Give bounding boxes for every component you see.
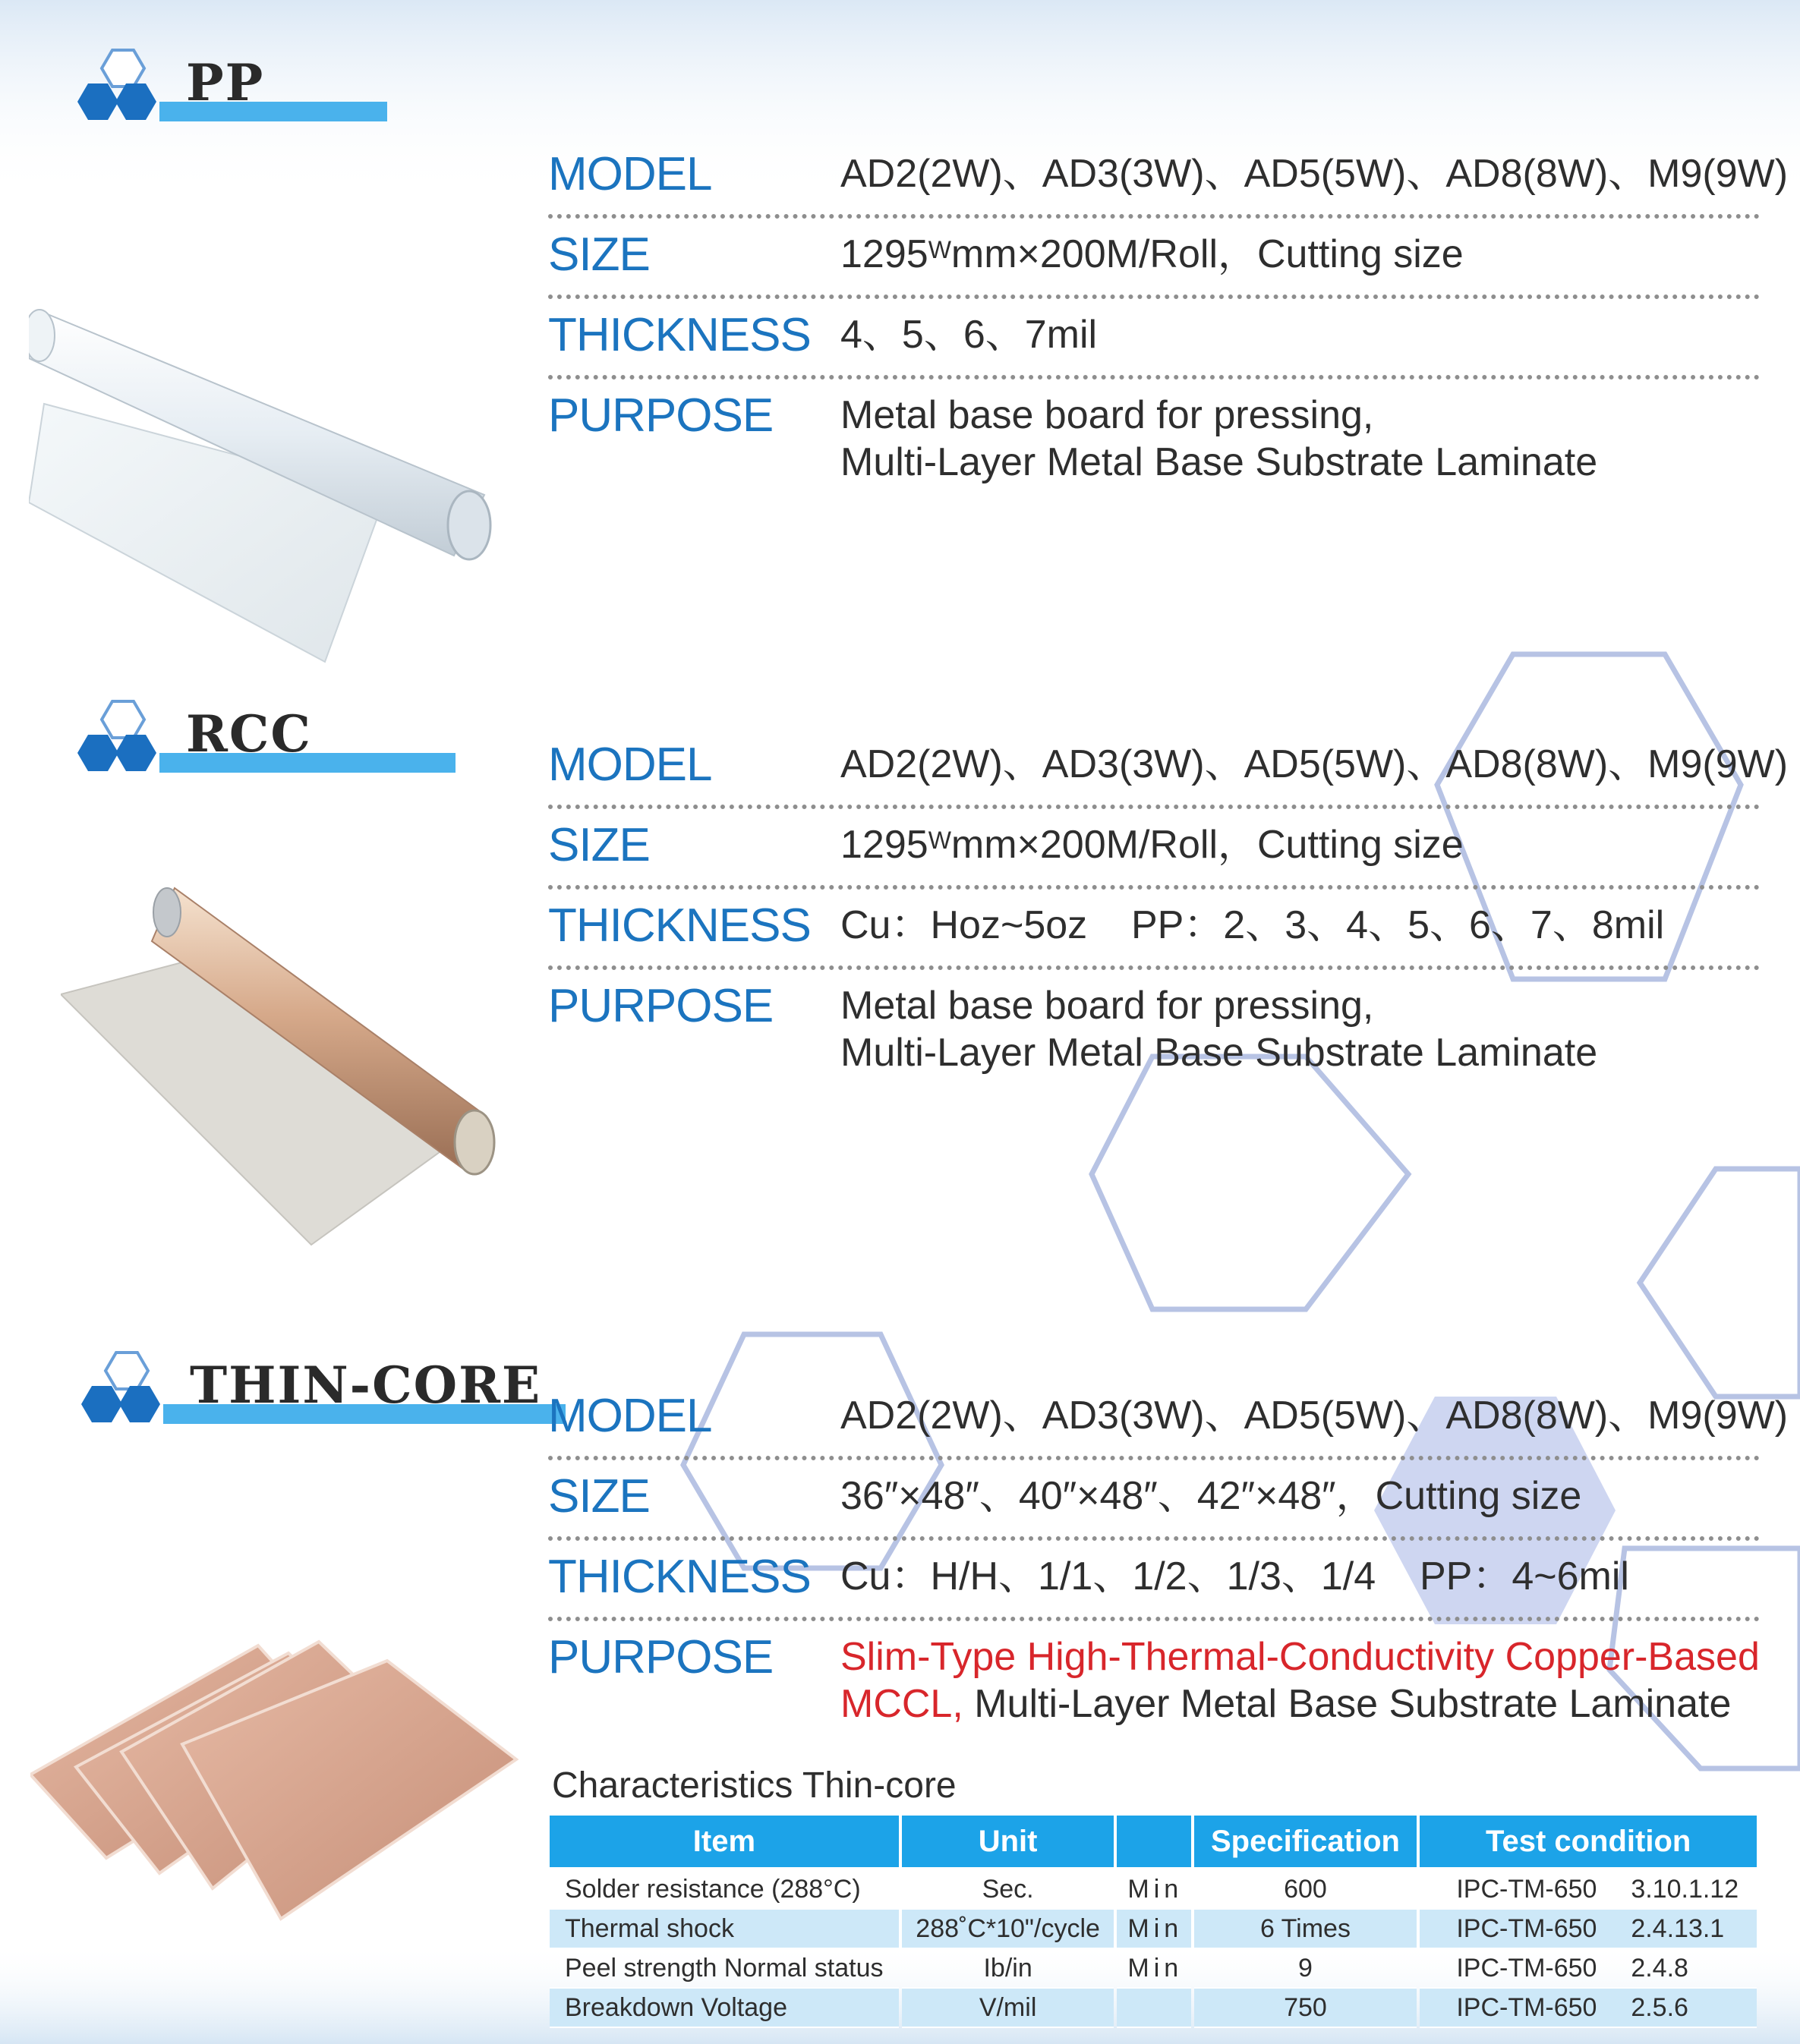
spec-list [548,138,1789,484]
spec-value: Cu：H/H、1/1、1/2、1/3、1/4 PP：4~6mil [840,1554,1629,1598]
spec-list [548,1380,1789,1726]
cell-spec: 6 Times [1194,1910,1417,1949]
spec-value: AD2(2W)、AD3(3W)、AD5(5W)、AD8(8W)、M9(9W) [840,742,1789,786]
spec-value [840,821,1760,868]
cell-test [1420,1989,1757,2028]
table-row [550,1870,1757,1910]
spec-label: PURPOSE [548,980,774,1032]
spec-label: PURPOSE [548,1631,774,1683]
header-min [1117,1816,1190,1870]
test-number: 2.4.13.1 [1631,1913,1725,1943]
cell-test [1420,1910,1757,1949]
test-number: 3.10.1.12 [1631,1874,1739,1904]
hexagon-logo-icon [68,698,167,786]
size-rest: mm×200M/Roll，Cutting size [950,232,1464,276]
cell-unit: 288˚C*10"/cycle [902,1910,1114,1949]
purpose-line-2: Multi-Layer Metal Base Substrate Laminate [840,440,1598,484]
hexagon-logo-icon [72,1350,171,1437]
width-superscript: W [928,827,951,854]
header-specification: Specification [1194,1816,1417,1870]
spec-row-purpose [548,1621,1760,1726]
spec-value: AD2(2W)、AD3(3W)、AD5(5W)、AD8(8W)、M9(9W) [840,1394,1789,1438]
spec-value: AD2(2W)、AD3(3W)、AD5(5W)、AD8(8W)、M9(9W) [840,152,1789,196]
cell-test [1420,1949,1757,1989]
spec-label: THICKNESS [548,309,811,361]
spec-value [840,982,1800,1084]
cell-unit: Sec. [902,1870,1114,1910]
characteristics-title: Characteristics Thin-core [552,1765,957,1806]
size-rest: mm×200M/Roll，Cutting size [950,823,1464,867]
spec-row-thickness [548,890,1760,970]
header-item: Item [550,1816,899,1870]
spec-label: SIZE [548,1470,650,1523]
section-rcc [0,698,1800,1290]
section-title: RCC [186,704,312,764]
spec-label: SIZE [548,228,650,281]
purpose-line-1: Metal base board for pressing, [840,984,1374,1028]
header-test-condition: Test condition [1420,1816,1757,1870]
cell-unit: Ib/in [902,1949,1114,1989]
spec-label: THICKNESS [548,899,811,952]
spec-row-size [548,219,1760,299]
spec-list [548,729,1789,1075]
spec-row-thickness [548,299,1760,380]
width-superscript: W [928,236,951,263]
spec-value: 4、5、6、7mil [840,313,1098,357]
cell-item: Peel strength Normal status [550,1949,899,1989]
table-header-row [550,1816,1757,1870]
cell-test [1420,1870,1757,1910]
cell-min: Min [1117,1870,1190,1910]
spec-row-model [548,729,1789,809]
spec-label: MODEL [548,1390,712,1442]
spec-label: MODEL [548,148,712,200]
spec-value: 36″×48″、40″×48″、42″×48″，Cutting size [840,1474,1582,1518]
cell-spec: 750 [1194,1989,1417,2028]
spec-value [840,1633,1800,1735]
spec-label: SIZE [548,819,650,871]
spec-row-purpose [548,380,1760,484]
cell-item: Breakdown Voltage [550,1989,899,2028]
section-title: THIN-CORE [190,1356,542,1415]
cell-item: Thermal shock [550,1910,899,1949]
header-unit: Unit [902,1816,1114,1870]
pp-film-roll-image [29,267,522,669]
cell-min: Min [1117,1949,1190,1989]
thin-core-copper-sheets-image [30,1630,547,1934]
rcc-copper-roll-image [61,865,516,1260]
test-method: IPC-TM-650 [1456,1953,1597,1983]
cell-min [1117,1989,1190,2028]
test-number: 2.5.6 [1631,1992,1688,2022]
spec-row-thickness [548,1541,1760,1621]
table-row [550,1989,1757,2028]
spec-row-size [548,809,1760,890]
cell-spec: 600 [1194,1870,1417,1910]
spec-row-size [548,1460,1760,1541]
characteristics-table [547,1816,1760,2028]
purpose-highlight: MCCL, [840,1682,963,1726]
hexagon-logo-icon [68,47,167,134]
section-pp [0,47,1800,639]
spec-row-model [548,1380,1789,1460]
purpose-line-2: Multi-Layer Metal Base Substrate Laminate [840,1031,1598,1075]
cell-spec: 9 [1194,1949,1417,1989]
test-method: IPC-TM-650 [1456,1913,1597,1943]
cell-unit: V/mil [902,1989,1114,2028]
test-method: IPC-TM-650 [1456,1874,1597,1904]
spec-value: Cu：Hoz~5oz PP：2、3、4、5、6、7、8mil [840,903,1665,947]
table-row [550,1949,1757,1989]
spec-label: THICKNESS [548,1551,811,1603]
spec-row-model [548,138,1789,219]
spec-value [840,392,1800,493]
purpose-line-1: Slim-Type High-Thermal-Conductivity Copper-Based [840,1635,1760,1679]
spec-label: PURPOSE [548,389,774,442]
cell-item: Solder resistance (288°C) [550,1870,899,1910]
spec-value [840,231,1760,278]
section-title: PP [186,53,265,112]
purpose-line-2: Multi-Layer Metal Base Substrate Laminate [963,1682,1732,1726]
spec-row-purpose [548,970,1760,1075]
size-width: 1295 [840,232,928,276]
test-number: 2.4.8 [1631,1953,1688,1983]
cell-min: Min [1117,1910,1190,1949]
purpose-line-1: Metal base board for pressing, [840,393,1374,437]
table-row [550,1910,1757,1949]
size-width: 1295 [840,823,928,867]
test-method: IPC-TM-650 [1456,1992,1597,2022]
spec-label: MODEL [548,739,712,791]
